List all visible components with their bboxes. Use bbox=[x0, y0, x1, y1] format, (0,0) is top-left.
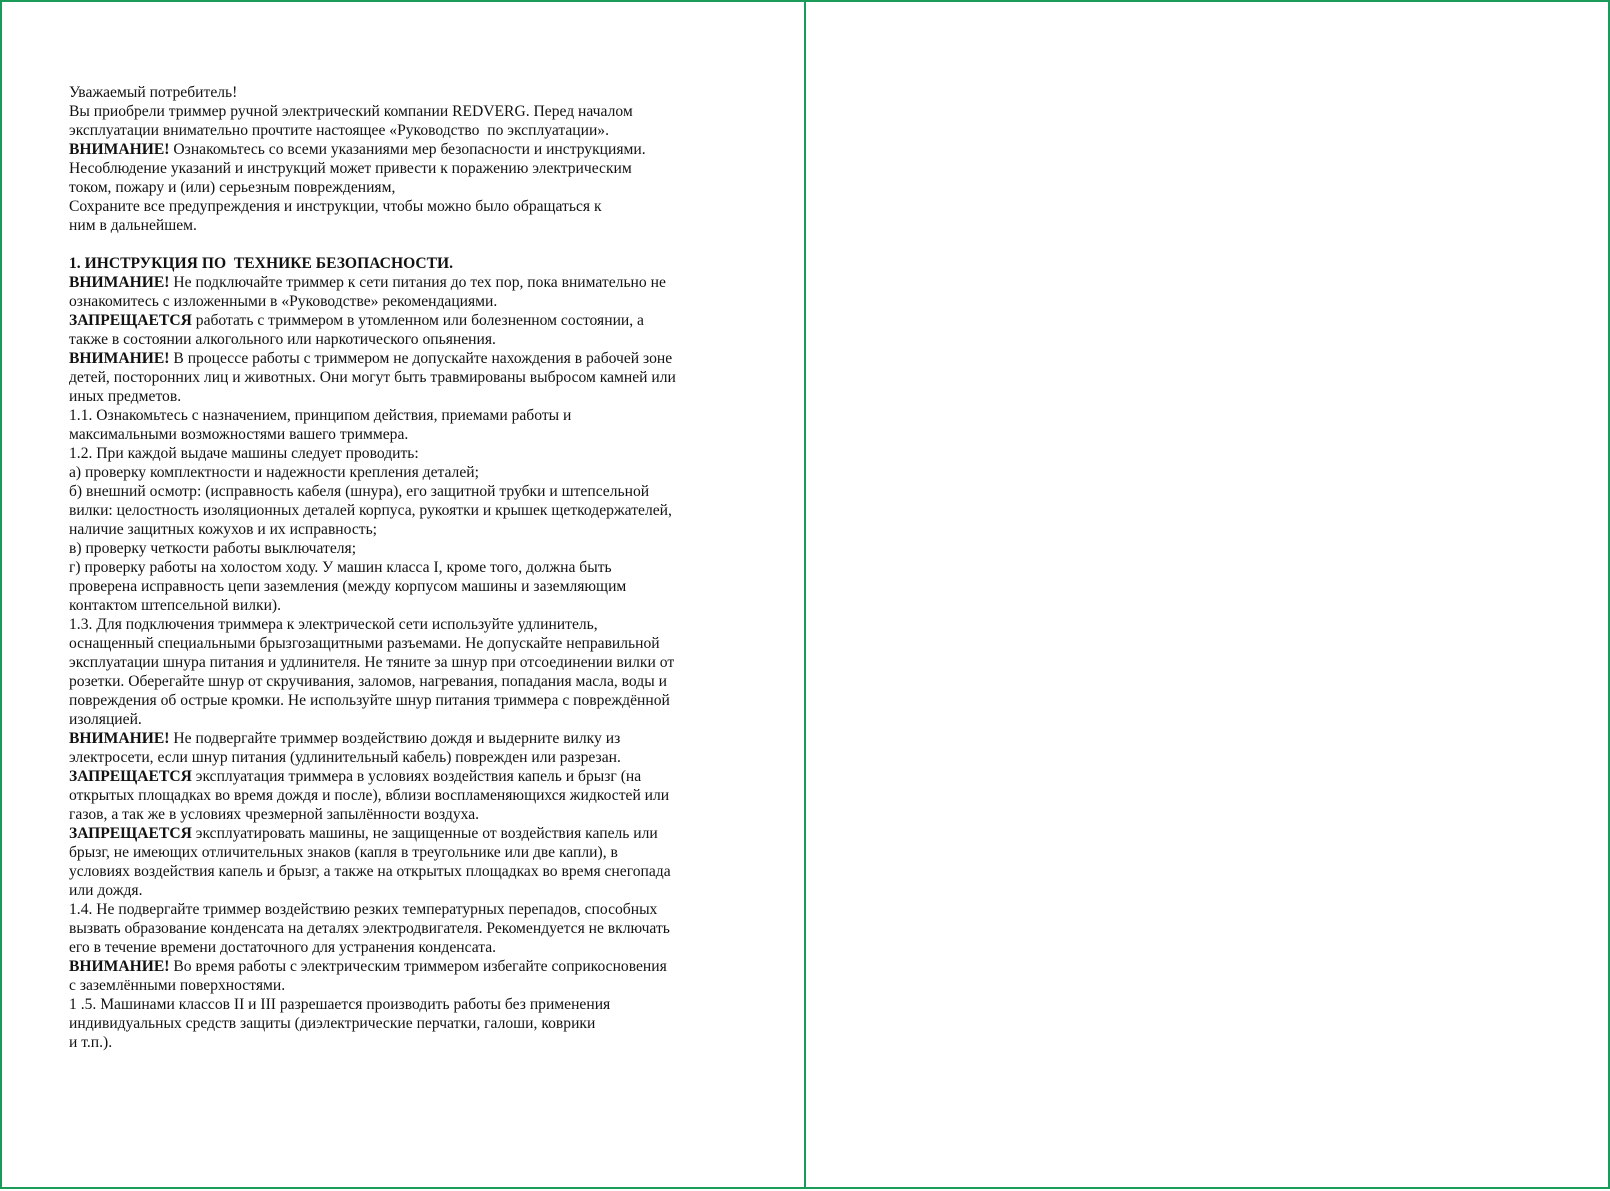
text-line: б) внешний осмотр: (исправность кабеля (шнура), его защитной трубки и штепсельной bbox=[69, 483, 650, 500]
emphasis-label: ЗАПРЕЩАЕТСЯ bbox=[69, 768, 192, 785]
text-line: иных предметов. bbox=[69, 388, 182, 405]
emphasis-label: ЗАПРЕЩАЕТСЯ bbox=[69, 825, 192, 842]
text-line: Несоблюдение указаний и инструкций может привести к поражению электрическим bbox=[69, 160, 632, 177]
text-line: вызвать образование конденсата на деталях электродвигателя. Рекомендуется не включать bbox=[69, 920, 670, 937]
emphasis-label: ВНИМАНИЕ! bbox=[69, 141, 170, 158]
text-line: а) проверку комплектности и надежности крепления деталей; bbox=[69, 464, 479, 481]
text-line bbox=[69, 254, 769, 273]
text-line: эксплуатации шнура питания и удлинителя. Не тяните за шнур при отсоединении вилки от bbox=[69, 654, 675, 671]
line-text: работать с триммером в утомленном или болезненном состоянии, а bbox=[191, 312, 644, 329]
text-line: детей, посторонних лиц и животных. Они могут быть травмированы выбросом камней или bbox=[69, 369, 676, 386]
text-line: условиях воздействия капель и брызг, а также на открытых площадках во время снегопада bbox=[69, 863, 671, 880]
text-line: повреждения об острые кромки. Не используйте шнур питания триммера с повреждённой bbox=[69, 692, 670, 709]
text-line: максимальными возможностями вашего триммера. bbox=[69, 426, 409, 443]
text-line: Вы приобрели триммер ручной электрический компании REDVERG. Перед началом bbox=[69, 103, 633, 120]
text-line: эксплуатации внимательно прочтите настоящее «Руководство по эксплуатации». bbox=[69, 122, 609, 139]
line-text: Не подключайте триммер к сети питания до тех пор, пока внимательно не bbox=[169, 274, 666, 291]
text-line: ним в дальнейшем. bbox=[69, 217, 197, 234]
text-line: г) проверку работы на холостом ходу. У машин класса I, кроме того, должна быть bbox=[69, 559, 612, 576]
text-line: 1 .5. Машинами классов II и III разрешается производить работы без применения bbox=[69, 996, 611, 1013]
text-line bbox=[69, 273, 769, 292]
emphasis-label: ВНИМАНИЕ! bbox=[69, 958, 170, 975]
text-line bbox=[69, 349, 769, 368]
document-text bbox=[69, 83, 769, 1052]
text-line: розетки. Оберегайте шнур от скручивания, заломов, нагревания, попадания масла, воды и bbox=[69, 673, 667, 690]
text-line: электросети, если шнур питания (удлинительный кабель) поврежден или разрезан. bbox=[69, 749, 621, 766]
text-line: 1.2. При каждой выдаче машины следует проводить: bbox=[69, 445, 419, 462]
text-line: также в состоянии алкогольного или наркотического опьянения. bbox=[69, 331, 496, 348]
text-line: 1.3. Для подключения триммера к электрической сети используйте удлинитель, bbox=[69, 616, 598, 633]
line-text: Во время работы с электрическим триммером избегайте соприкосновения bbox=[169, 958, 667, 975]
line-text: эксплуатировать машины, не защищенные от воздействия капель или bbox=[191, 825, 658, 842]
text-line: проверена исправность цепи заземления (между корпусом машины и заземляющим bbox=[69, 578, 627, 595]
line-text: В процессе работы с триммером не допускайте нахождения в рабочей зоне bbox=[169, 350, 673, 367]
right-page-blank bbox=[804, 0, 1610, 1189]
text-line: брызг, не имеющих отличительных знаков (капля в треугольнике или две капли), в bbox=[69, 844, 618, 861]
text-line bbox=[69, 235, 769, 254]
emphasis-label: ЗАПРЕЩАЕТСЯ bbox=[69, 312, 192, 329]
text-line: ознакомитесь с изложенными в «Руководстве» рекомендациями. bbox=[69, 293, 498, 310]
line-text: эксплуатация триммера в условиях воздействия капель и брызг (на bbox=[191, 768, 642, 785]
text-line bbox=[69, 767, 769, 786]
text-line: наличие защитных кожухов и их исправность; bbox=[69, 521, 378, 538]
text-line: Сохраните все предупреждения и инструкции, чтобы можно было обращаться к bbox=[69, 198, 602, 215]
text-line: контактом штепсельной вилки). bbox=[69, 597, 281, 614]
line-text: Ознакомьтесь со всеми указаниями мер безопасности и инструкциями. bbox=[169, 141, 646, 158]
text-line: оснащенный специальными брызгозащитными разъемами. Не допускайте неправильной bbox=[69, 635, 660, 652]
line-text: Не подвергайте триммер воздействию дождя и выдерните вилку из bbox=[169, 730, 621, 747]
emphasis-label: 1. ИНСТРУКЦИЯ ПО ТЕХНИКЕ БЕЗОПАСНОСТИ. bbox=[69, 255, 454, 272]
text-line bbox=[69, 824, 769, 843]
text-line bbox=[69, 957, 769, 976]
text-line bbox=[69, 140, 769, 159]
text-line: током, пожару и (или) серьезным повреждениям, bbox=[69, 179, 396, 196]
text-line bbox=[69, 311, 769, 330]
text-line: газов, а так же в условиях чрезмерной запылённости воздуха. bbox=[69, 806, 480, 823]
text-line: вилки: целостность изоляционных деталей корпуса, рукоятки и крышек щеткодержателей, bbox=[69, 502, 672, 519]
text-line: 1.4. Не подвергайте триммер воздействию резких температурных перепадов, способных bbox=[69, 901, 658, 918]
text-line: с заземлёнными поверхностями. bbox=[69, 977, 286, 994]
left-page bbox=[0, 0, 806, 1189]
text-line: и т.п.). bbox=[69, 1034, 113, 1051]
text-line: его в течение времени достаточного для устранения конденсата. bbox=[69, 939, 497, 956]
emphasis-label: ВНИМАНИЕ! bbox=[69, 350, 170, 367]
emphasis-label: ВНИМАНИЕ! bbox=[69, 730, 170, 747]
text-line: в) проверку четкости работы выключателя; bbox=[69, 540, 357, 557]
text-line bbox=[69, 729, 769, 748]
text-line: индивидуальных средств защиты (диэлектрические перчатки, галоши, коврики bbox=[69, 1015, 596, 1032]
text-line: или дождя. bbox=[69, 882, 143, 899]
text-line: открытых площадках во время дождя и после), вблизи воспламеняющихся жидкостей или bbox=[69, 787, 670, 804]
text-line: изоляцией. bbox=[69, 711, 142, 728]
text-line: Уважаемый потребитель! bbox=[69, 84, 238, 101]
emphasis-label: ВНИМАНИЕ! bbox=[69, 274, 170, 291]
text-line: 1.1. Ознакомьтесь с назначением, принципом действия, приемами работы и bbox=[69, 407, 572, 424]
